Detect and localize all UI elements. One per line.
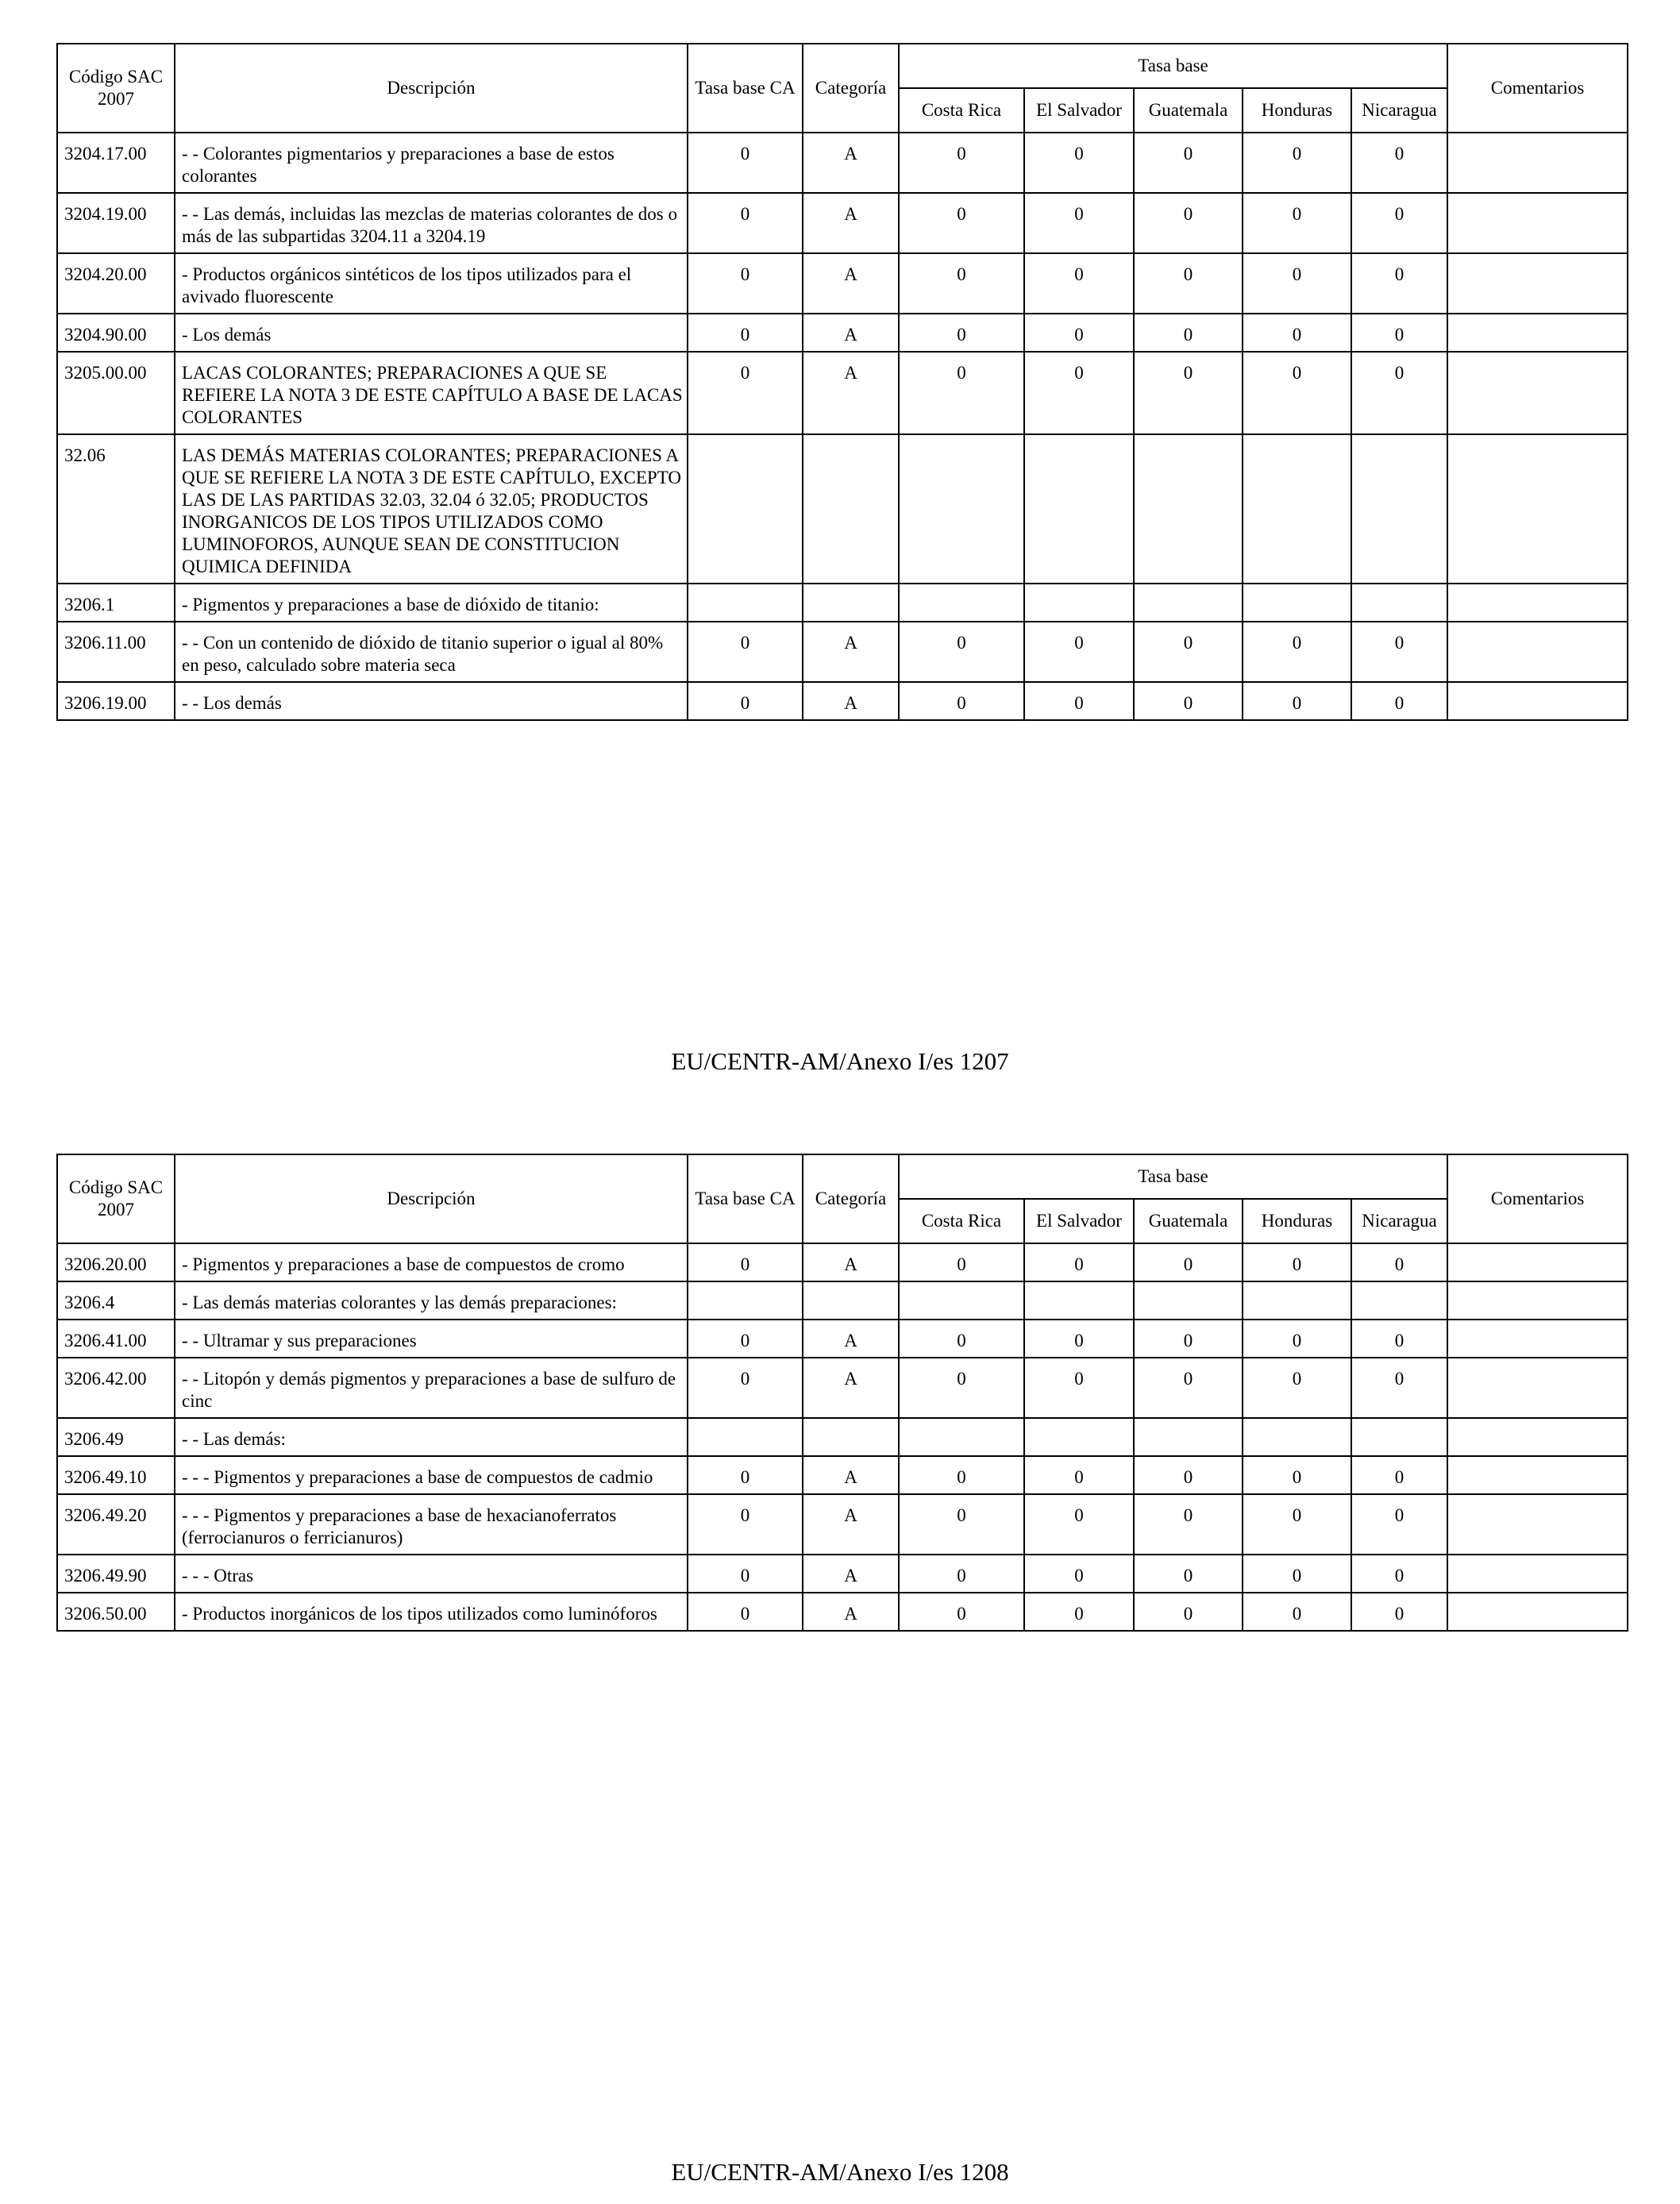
- row-categoria: A: [803, 1358, 899, 1418]
- row-guatemala: 0: [1134, 1494, 1243, 1555]
- row-code: 3205.00.00: [57, 352, 175, 434]
- row-el-salvador: 0: [1024, 314, 1134, 352]
- row-el-salvador: 0: [1024, 1593, 1134, 1631]
- row-categoria: A: [803, 314, 899, 352]
- row-categoria: [803, 1281, 899, 1320]
- row-costa-rica: [899, 1281, 1024, 1320]
- row-el-salvador: 0: [1024, 1456, 1134, 1494]
- row-categoria: A: [803, 1456, 899, 1494]
- row-tasa-base-ca: 0: [688, 253, 803, 314]
- header-country: Guatemala: [1134, 1199, 1243, 1243]
- row-code: 3206.4: [57, 1281, 175, 1320]
- row-nicaragua: 0: [1351, 1320, 1447, 1358]
- row-description: - Las demás materias colorantes y las demás preparaciones:: [175, 1281, 688, 1320]
- row-description: - - - Pigmentos y preparaciones a base de hexacianoferratos (ferrocianuros o ferricianuros): [175, 1494, 688, 1555]
- row-guatemala: 0: [1134, 1456, 1243, 1494]
- row-tasa-base-ca: 0: [688, 682, 803, 720]
- row-nicaragua: 0: [1351, 253, 1447, 314]
- row-comentarios: [1447, 622, 1628, 682]
- header-comentarios: Comentarios: [1447, 44, 1628, 133]
- row-description: - - - Otras: [175, 1555, 688, 1593]
- row-description: - - Litopón y demás pigmentos y preparaciones a base de sulfuro de cinc: [175, 1358, 688, 1418]
- table-row: [57, 193, 1628, 253]
- table-row: [57, 1281, 1628, 1320]
- header-country: Costa Rica: [899, 1199, 1024, 1243]
- row-description: - - Con un contenido de dióxido de titanio superior o igual al 80% en peso, calculado sobre materia seca: [175, 622, 688, 682]
- row-description: - Pigmentos y preparaciones a base de compuestos de cromo: [175, 1243, 688, 1281]
- row-code: 3204.20.00: [57, 253, 175, 314]
- table-body: [57, 133, 1628, 720]
- row-el-salvador: 0: [1024, 1243, 1134, 1281]
- row-categoria: A: [803, 1555, 899, 1593]
- table-row: [57, 1494, 1628, 1555]
- table-header: [57, 1154, 1628, 1243]
- row-description: - - Ultramar y sus preparaciones: [175, 1320, 688, 1358]
- row-comentarios: [1447, 584, 1628, 622]
- row-comentarios: [1447, 1418, 1628, 1456]
- table-body: [57, 1243, 1628, 1631]
- row-guatemala: 0: [1134, 1243, 1243, 1281]
- row-tasa-base-ca: 0: [688, 352, 803, 434]
- row-guatemala: [1134, 584, 1243, 622]
- header-country: Nicaragua: [1351, 88, 1447, 133]
- row-categoria: A: [803, 1243, 899, 1281]
- row-code: 3206.49: [57, 1418, 175, 1456]
- row-nicaragua: 0: [1351, 622, 1447, 682]
- page-label: EU/CENTR-AM/Anexo I/es 1207: [671, 1047, 1009, 1075]
- row-code: 3204.19.00: [57, 193, 175, 253]
- row-el-salvador: 0: [1024, 1358, 1134, 1418]
- row-honduras: 0: [1243, 314, 1351, 352]
- header-descripcion: Descripción: [175, 44, 688, 133]
- row-el-salvador: 0: [1024, 1320, 1134, 1358]
- row-comentarios: [1447, 682, 1628, 720]
- row-el-salvador: [1024, 584, 1134, 622]
- row-tasa-base-ca: 0: [688, 133, 803, 193]
- header-country: El Salvador: [1024, 88, 1134, 133]
- row-costa-rica: [899, 1418, 1024, 1456]
- row-comentarios: [1447, 1320, 1628, 1358]
- row-comentarios: [1447, 1243, 1628, 1281]
- row-nicaragua: [1351, 1281, 1447, 1320]
- row-comentarios: [1447, 133, 1628, 193]
- header-country: Costa Rica: [899, 88, 1024, 133]
- row-tasa-base-ca: 0: [688, 1555, 803, 1593]
- header-tasa-base: Tasa base: [899, 44, 1447, 88]
- row-costa-rica: [899, 434, 1024, 584]
- row-tasa-base-ca: 0: [688, 1456, 803, 1494]
- row-honduras: 0: [1243, 253, 1351, 314]
- row-el-salvador: 0: [1024, 1555, 1134, 1593]
- table-row: [57, 1593, 1628, 1631]
- row-nicaragua: 0: [1351, 193, 1447, 253]
- row-guatemala: 0: [1134, 352, 1243, 434]
- row-tasa-base-ca: 0: [688, 1358, 803, 1418]
- row-costa-rica: 0: [899, 1243, 1024, 1281]
- row-tasa-base-ca: [688, 1418, 803, 1456]
- table-row: [57, 434, 1628, 584]
- row-tasa-base-ca: [688, 434, 803, 584]
- row-comentarios: [1447, 253, 1628, 314]
- row-costa-rica: 0: [899, 253, 1024, 314]
- row-code: 3206.42.00: [57, 1358, 175, 1418]
- row-costa-rica: [899, 584, 1024, 622]
- row-description: - Los demás: [175, 314, 688, 352]
- row-costa-rica: 0: [899, 1358, 1024, 1418]
- row-code: 3204.90.00: [57, 314, 175, 352]
- row-comentarios: [1447, 193, 1628, 253]
- row-costa-rica: 0: [899, 193, 1024, 253]
- row-el-salvador: 0: [1024, 253, 1134, 314]
- row-nicaragua: [1351, 434, 1447, 584]
- table-row: [57, 622, 1628, 682]
- header-country: Guatemala: [1134, 88, 1243, 133]
- row-description: - Productos inorgánicos de los tipos utilizados como luminóforos: [175, 1593, 688, 1631]
- row-guatemala: 0: [1134, 1593, 1243, 1631]
- row-description: - - Colorantes pigmentarios y preparaciones a base de estos colorantes: [175, 133, 688, 193]
- header-comentarios: Comentarios: [1447, 1154, 1628, 1243]
- row-honduras: 0: [1243, 1320, 1351, 1358]
- row-nicaragua: 0: [1351, 1593, 1447, 1631]
- row-tasa-base-ca: 0: [688, 193, 803, 253]
- row-categoria: A: [803, 352, 899, 434]
- row-el-salvador: [1024, 1281, 1134, 1320]
- row-description: - - Las demás:: [175, 1418, 688, 1456]
- row-el-salvador: [1024, 1418, 1134, 1456]
- row-categoria: A: [803, 682, 899, 720]
- row-costa-rica: 0: [899, 1494, 1024, 1555]
- row-categoria: A: [803, 193, 899, 253]
- row-costa-rica: 0: [899, 352, 1024, 434]
- row-guatemala: [1134, 1418, 1243, 1456]
- table-row: [57, 1320, 1628, 1358]
- header-descripcion: Descripción: [175, 1154, 688, 1243]
- row-honduras: 0: [1243, 1593, 1351, 1631]
- row-costa-rica: 0: [899, 682, 1024, 720]
- row-nicaragua: 0: [1351, 1243, 1447, 1281]
- table-row: [57, 352, 1628, 434]
- row-comentarios: [1447, 1358, 1628, 1418]
- row-tasa-base-ca: [688, 584, 803, 622]
- row-costa-rica: 0: [899, 622, 1024, 682]
- row-costa-rica: 0: [899, 1555, 1024, 1593]
- row-nicaragua: 0: [1351, 1358, 1447, 1418]
- row-honduras: [1243, 1281, 1351, 1320]
- row-el-salvador: 0: [1024, 682, 1134, 720]
- row-nicaragua: [1351, 584, 1447, 622]
- row-code: 3204.17.00: [57, 133, 175, 193]
- row-description: LAS DEMÁS MATERIAS COLORANTES; PREPARACIONES A QUE SE REFIERE LA NOTA 3 DE ESTE CAPÍTULO, EXCEPTO LAS DE LAS PARTIDAS 32.03, 32.04 ó 32.05; PRODUCTOS INORGANICOS DE LOS TIPOS UTILIZADOS COMO LUMINOFOROS, AUNQUE SEAN DE CONSTITUCION QUIMICA DEFINIDA: [175, 434, 688, 584]
- row-comentarios: [1447, 1456, 1628, 1494]
- row-honduras: 0: [1243, 1494, 1351, 1555]
- header-categoria: Categoría: [803, 44, 899, 133]
- row-code: 3206.1: [57, 584, 175, 622]
- table-row: [57, 682, 1628, 720]
- table-row: [57, 133, 1628, 193]
- table-row: [57, 1243, 1628, 1281]
- row-categoria: A: [803, 1494, 899, 1555]
- row-code: 3206.49.90: [57, 1555, 175, 1593]
- row-honduras: 0: [1243, 193, 1351, 253]
- row-categoria: [803, 434, 899, 584]
- row-tasa-base-ca: [688, 1281, 803, 1320]
- row-categoria: A: [803, 622, 899, 682]
- row-categoria: A: [803, 1593, 899, 1631]
- row-el-salvador: 0: [1024, 133, 1134, 193]
- row-comentarios: [1447, 352, 1628, 434]
- row-el-salvador: 0: [1024, 193, 1134, 253]
- row-honduras: 0: [1243, 622, 1351, 682]
- tariff-table-2: [56, 1154, 1628, 1632]
- table-row: [57, 1358, 1628, 1418]
- row-guatemala: 0: [1134, 1320, 1243, 1358]
- row-tasa-base-ca: 0: [688, 314, 803, 352]
- row-nicaragua: 0: [1351, 352, 1447, 434]
- row-description: LACAS COLORANTES; PREPARACIONES A QUE SE REFIERE LA NOTA 3 DE ESTE CAPÍTULO A BASE DE LACAS COLORANTES: [175, 352, 688, 434]
- row-comentarios: [1447, 1555, 1628, 1593]
- table-header: [57, 44, 1628, 133]
- row-description: - Pigmentos y preparaciones a base de dióxido de titanio:: [175, 584, 688, 622]
- row-guatemala: 0: [1134, 314, 1243, 352]
- row-honduras: 0: [1243, 1456, 1351, 1494]
- row-categoria: [803, 584, 899, 622]
- row-nicaragua: 0: [1351, 314, 1447, 352]
- row-description: - - - Pigmentos y preparaciones a base de compuestos de cadmio: [175, 1456, 688, 1494]
- row-code: 3206.20.00: [57, 1243, 175, 1281]
- row-description: - - Las demás, incluidas las mezclas de materias colorantes de dos o más de las subpartidas 3204.11 a 3204.19: [175, 193, 688, 253]
- row-tasa-base-ca: 0: [688, 1494, 803, 1555]
- row-honduras: [1243, 1418, 1351, 1456]
- row-costa-rica: 0: [899, 1456, 1024, 1494]
- row-categoria: A: [803, 253, 899, 314]
- row-honduras: 0: [1243, 1358, 1351, 1418]
- row-guatemala: 0: [1134, 1555, 1243, 1593]
- row-el-salvador: 0: [1024, 352, 1134, 434]
- row-comentarios: [1447, 434, 1628, 584]
- table-row: [57, 1418, 1628, 1456]
- header-country: Honduras: [1243, 88, 1351, 133]
- row-code: 3206.41.00: [57, 1320, 175, 1358]
- row-nicaragua: 0: [1351, 1555, 1447, 1593]
- header-country: Nicaragua: [1351, 1199, 1447, 1243]
- header-codigo: Código SAC 2007: [57, 44, 175, 133]
- tariff-table-1: [56, 43, 1628, 721]
- row-honduras: [1243, 584, 1351, 622]
- row-honduras: 0: [1243, 352, 1351, 434]
- row-guatemala: 0: [1134, 622, 1243, 682]
- row-code: 3206.49.10: [57, 1456, 175, 1494]
- row-code: 3206.49.20: [57, 1494, 175, 1555]
- row-comentarios: [1447, 1593, 1628, 1631]
- row-tasa-base-ca: 0: [688, 1320, 803, 1358]
- row-comentarios: [1447, 314, 1628, 352]
- row-guatemala: 0: [1134, 682, 1243, 720]
- row-honduras: [1243, 434, 1351, 584]
- header-codigo: Código SAC 2007: [57, 1154, 175, 1243]
- row-guatemala: [1134, 1281, 1243, 1320]
- header-tasa-base-ca: Tasa base CA: [688, 44, 803, 133]
- row-guatemala: 0: [1134, 133, 1243, 193]
- table-row: [57, 1456, 1628, 1494]
- row-code: 3206.19.00: [57, 682, 175, 720]
- row-description: - - Los demás: [175, 682, 688, 720]
- row-honduras: 0: [1243, 1555, 1351, 1593]
- row-comentarios: [1447, 1494, 1628, 1555]
- header-tasa-base-ca: Tasa base CA: [688, 1154, 803, 1243]
- row-nicaragua: 0: [1351, 133, 1447, 193]
- row-costa-rica: 0: [899, 133, 1024, 193]
- header-country: Honduras: [1243, 1199, 1351, 1243]
- row-el-salvador: [1024, 434, 1134, 584]
- row-guatemala: 0: [1134, 193, 1243, 253]
- page-label: EU/CENTR-AM/Anexo I/es 1208: [671, 2158, 1009, 2186]
- row-code: 3206.50.00: [57, 1593, 175, 1631]
- row-description: - Productos orgánicos sintéticos de los tipos utilizados para el avivado fluorescente: [175, 253, 688, 314]
- header-country: El Salvador: [1024, 1199, 1134, 1243]
- row-guatemala: 0: [1134, 1358, 1243, 1418]
- row-guatemala: 0: [1134, 253, 1243, 314]
- table-row: [57, 314, 1628, 352]
- row-nicaragua: 0: [1351, 1456, 1447, 1494]
- table-row: [57, 253, 1628, 314]
- row-tasa-base-ca: 0: [688, 1593, 803, 1631]
- header-tasa-base: Tasa base: [899, 1154, 1447, 1199]
- row-honduras: 0: [1243, 1243, 1351, 1281]
- row-code: 32.06: [57, 434, 175, 584]
- table-row: [57, 1555, 1628, 1593]
- row-categoria: [803, 1418, 899, 1456]
- row-nicaragua: [1351, 1418, 1447, 1456]
- row-costa-rica: 0: [899, 314, 1024, 352]
- row-costa-rica: 0: [899, 1320, 1024, 1358]
- row-categoria: A: [803, 133, 899, 193]
- row-code: 3206.11.00: [57, 622, 175, 682]
- row-comentarios: [1447, 1281, 1628, 1320]
- row-el-salvador: 0: [1024, 622, 1134, 682]
- row-nicaragua: 0: [1351, 682, 1447, 720]
- row-tasa-base-ca: 0: [688, 1243, 803, 1281]
- row-honduras: 0: [1243, 682, 1351, 720]
- row-el-salvador: 0: [1024, 1494, 1134, 1555]
- row-tasa-base-ca: 0: [688, 622, 803, 682]
- row-categoria: A: [803, 1320, 899, 1358]
- row-guatemala: [1134, 434, 1243, 584]
- row-costa-rica: 0: [899, 1593, 1024, 1631]
- header-categoria: Categoría: [803, 1154, 899, 1243]
- table-row: [57, 584, 1628, 622]
- row-nicaragua: 0: [1351, 1494, 1447, 1555]
- row-honduras: 0: [1243, 133, 1351, 193]
